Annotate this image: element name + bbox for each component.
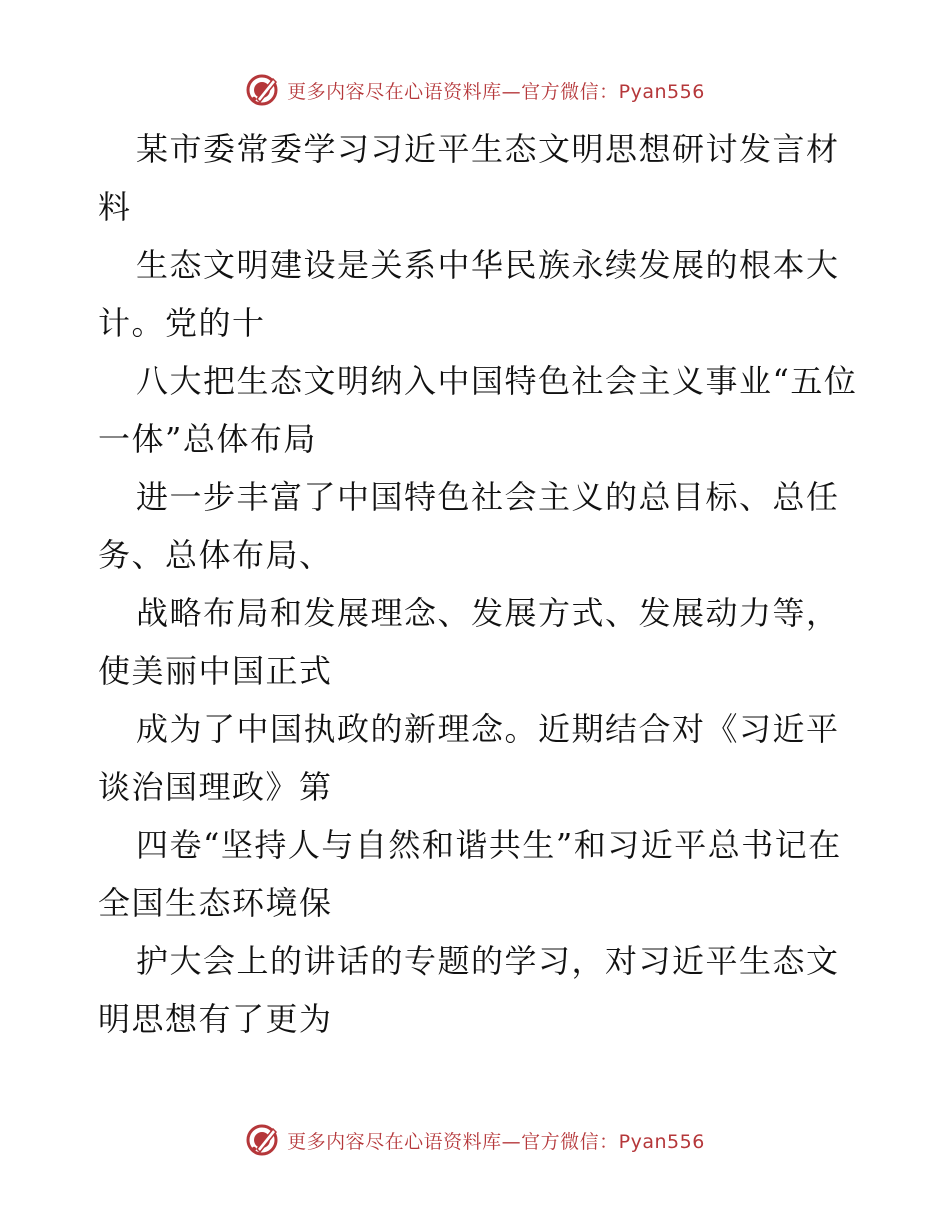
paragraph: 四卷“坚持人与自然和谐共生”和习近平总书记在全国生态环境保 (98, 826, 842, 922)
paragraph: 战略布局和发展理念、发展方式、发展动力等，使美丽中国正式 (98, 594, 840, 690)
paragraph: 进一步丰富了中国特色社会主义的总目标、总任务、总体布局、 (98, 478, 840, 574)
paragraph: 护大会上的讲话的专题的学习，对习近平生态文明思想有了更为 (98, 942, 840, 1038)
watermark-text: 更多内容尽在心语资料库—官方微信：Pyan556 (287, 1130, 705, 1153)
watermark-text: 更多内容尽在心语资料库—官方微信：Pyan556 (287, 80, 705, 103)
document-title: 某市委常委学习习近平生态文明思想研讨发言材料 (98, 130, 840, 226)
pen-seal-icon (245, 1123, 279, 1157)
pen-seal-icon (245, 73, 279, 107)
document-body (98, 120, 858, 1048)
paragraph: 成为了中国执政的新理念。近期结合对《习近平谈治国理政》第 (98, 710, 840, 806)
footer-watermark (0, 1120, 950, 1160)
header-watermark (0, 70, 950, 110)
paragraph: 八大把生态文明纳入中国特色社会主义事业“五位一体”总体布局 (98, 362, 858, 458)
paragraph: 生态文明建设是关系中华民族永续发展的根本大计。党的十 (98, 246, 840, 342)
